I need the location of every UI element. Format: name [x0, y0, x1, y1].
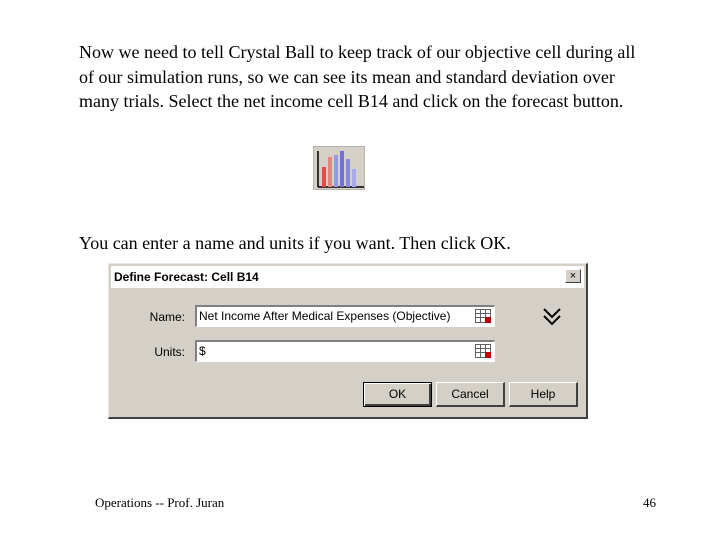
page-number: 46 — [643, 495, 656, 510]
close-icon: × — [569, 270, 577, 282]
cell-reference-icon[interactable] — [475, 309, 491, 323]
expand-chevron-icon[interactable] — [541, 304, 563, 328]
name-field-value: Net Income After Medical Expenses (Objective) — [199, 309, 451, 323]
cell-reference-icon[interactable] — [475, 344, 491, 358]
name-field[interactable] — [195, 305, 495, 327]
instruction-paragraph-1: Now we need to tell Crystal Ball to keep track of our objective cell during all of our simulation runs, so we can see its mean and standard deviation over many trials. Select the net income cell B14 and click on the forecast button. — [79, 42, 636, 111]
help-button[interactable]: Help — [509, 382, 578, 407]
name-label: Name: — [149, 310, 185, 324]
footer-course: Operations -- Prof. Juran — [95, 495, 225, 510]
bar-chart-icon — [314, 147, 366, 191]
ok-button[interactable]: OK — [363, 382, 432, 407]
forecast-button[interactable] — [313, 146, 365, 190]
dialog-title-bar[interactable] — [111, 266, 584, 288]
close-button[interactable] — [565, 269, 581, 283]
dialog-title: Define Forecast: Cell B14 — [114, 270, 259, 284]
units-label: Units: — [154, 345, 185, 359]
units-field[interactable] — [195, 340, 495, 362]
cancel-button[interactable]: Cancel — [436, 382, 505, 407]
define-forecast-dialog — [108, 263, 588, 419]
instruction-paragraph-2: You can enter a name and units if you want. Then click OK. — [79, 233, 511, 253]
units-field-value: $ — [199, 344, 206, 358]
